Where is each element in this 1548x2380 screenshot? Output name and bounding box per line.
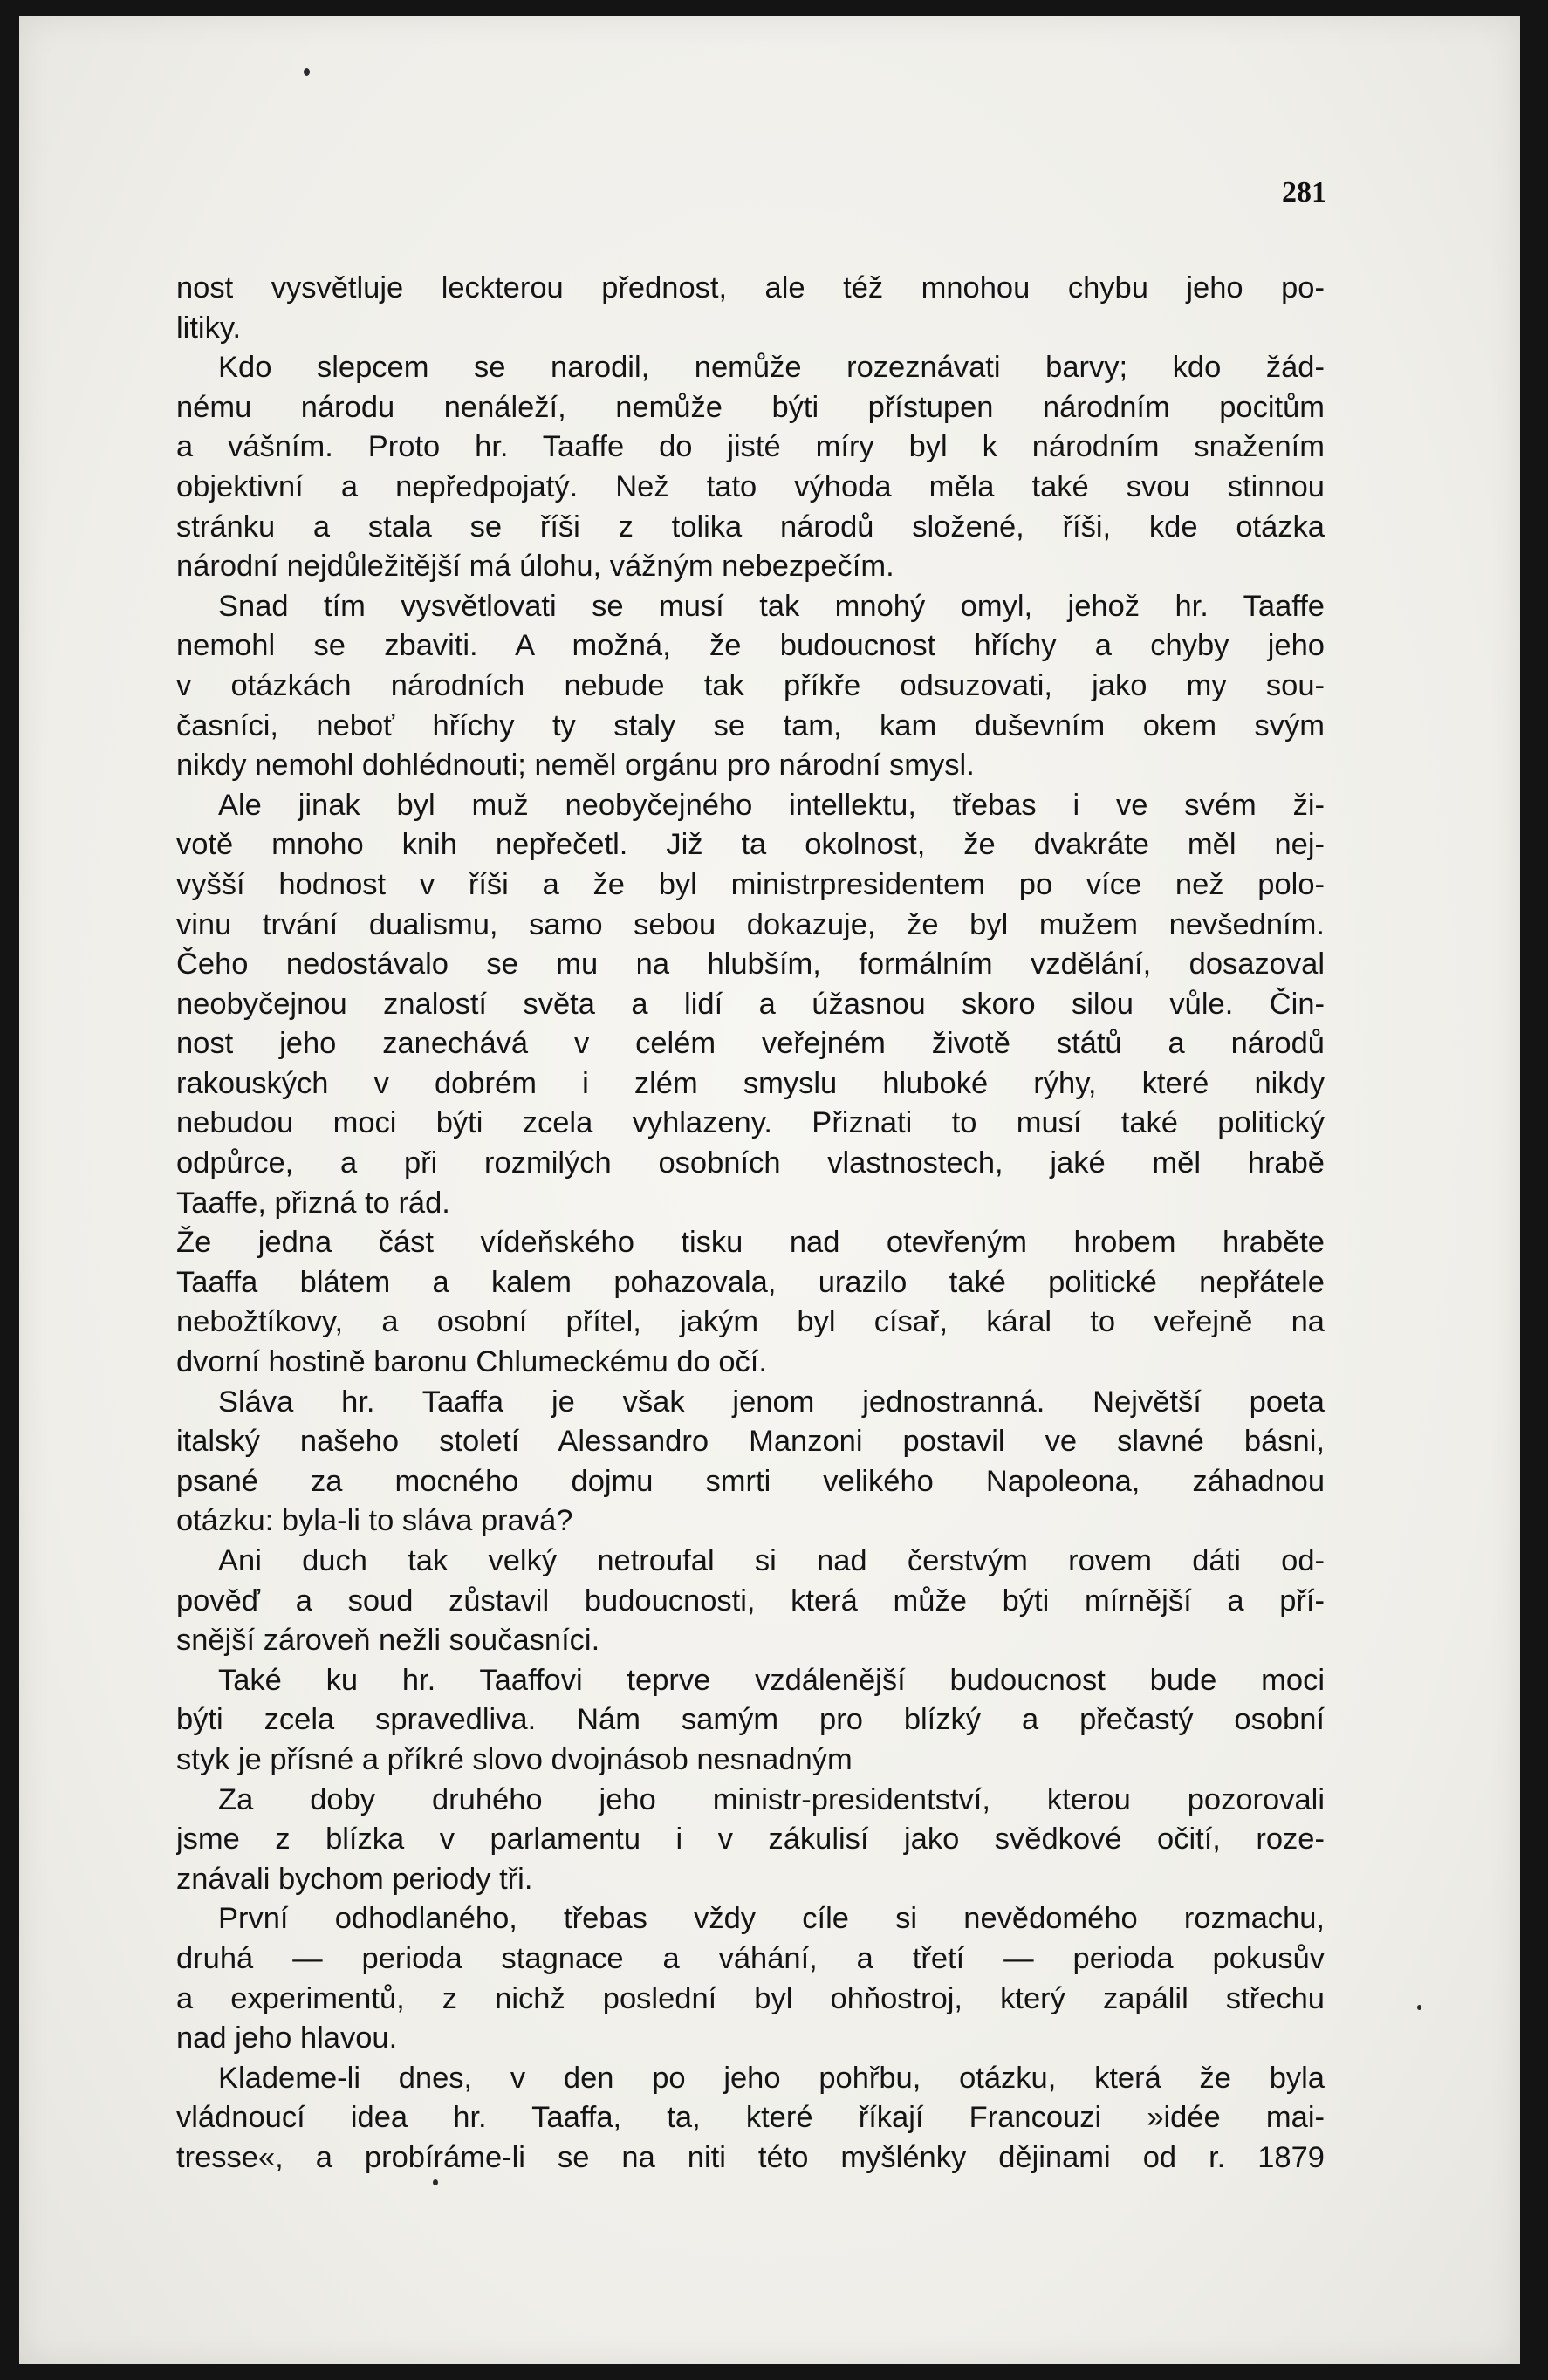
text-line: snější zároveň nežli současníci. xyxy=(176,1624,600,1658)
book-page xyxy=(19,16,1520,2364)
text-line: nebudou moci býti zcela vyhlazeny. Přiznati to musí také politický xyxy=(176,1106,1325,1140)
text-line: Sláva hr. Taaffa je však jenom jednostranná. Největší poeta xyxy=(218,1385,1325,1419)
text-line: Taaffe, přizná to rád. xyxy=(176,1186,450,1220)
text-line: nad jeho hlavou. xyxy=(176,2021,398,2055)
text-line: Klademe-li dnes, v den po jeho pohřbu, otázku, která že byla xyxy=(218,2061,1325,2095)
text-line: rakouských v dobrém i zlém smyslu hluboké rýhy, které nikdy xyxy=(176,1066,1325,1100)
text-line: Čeho nedostávalo se mu na hlubším, formálním vzdělání, dosazoval xyxy=(176,947,1325,981)
page-number: 281 xyxy=(1282,176,1326,209)
text-line: Že jedna část vídeňského tisku nad otevřeným hrobem hraběte xyxy=(176,1226,1325,1260)
text-line: votě mnoho knih nepřečetl. Již ta okolnost, že dvakráte měl nej- xyxy=(176,828,1325,862)
text-line: odpůrce, a při rozmilých osobních vlastnostech, jaké měl hrabě xyxy=(176,1146,1325,1180)
text-line: Ani duch tak velký netroufal si nad čerstvým rovem dáti od- xyxy=(218,1544,1325,1577)
text-line: Taaffa blátem a kalem pohazovala, urazilo také politické nepřátele xyxy=(176,1265,1325,1299)
text-line: a experimentů, z nichž poslední byl ohňostroj, který zapálil střechu xyxy=(176,1981,1325,2015)
text-line: a vášním. Proto hr. Taaffe do jisté míry byl k národním snažením xyxy=(176,430,1325,464)
text-line: stránku a stala se říši z tolika národů složené, říši, kde otázka xyxy=(176,510,1325,544)
text-line: Také ku hr. Taaffovi teprve vzdálenější budoucnost bude moci xyxy=(218,1663,1325,1697)
text-line: pověď a soud zůstavil budoucnosti, která může býti mírnější a pří- xyxy=(176,1583,1325,1617)
text-line: italský našeho století Alessandro Manzoni postavil ve slavné básni, xyxy=(176,1425,1325,1459)
text-line: nost vysvětluje leckterou přednost, ale též mnohou chybu jeho po- xyxy=(176,271,1325,304)
text-line: národní nejdůležitější má úlohu, vážným nebezpečím. xyxy=(176,550,894,584)
text-line: dvorní hostině baronu Chlumeckému do očí. xyxy=(176,1345,767,1379)
text-line: druhá — perioda stagnace a váhání, a třetí — perioda pokusův xyxy=(176,1941,1325,1975)
text-line: styk je přísné a příkré slovo dvojnásob nesnadným xyxy=(176,1742,853,1776)
text-line: v otázkách národních nebude tak příkře odsuzovati, jako my sou- xyxy=(176,668,1325,702)
text-line: litiky. xyxy=(176,311,242,345)
body-text xyxy=(176,269,1325,2178)
text-line: Ale jinak byl muž neobyčejného intellektu, třebas i ve svém ži- xyxy=(218,788,1325,822)
text-line: nemohl se zbaviti. A možná, že budoucnost hříchy a chyby jeho xyxy=(176,629,1325,663)
text-line: otázku: byla-li to sláva pravá? xyxy=(176,1504,573,1538)
ink-speck xyxy=(433,2179,438,2185)
text-line: První odhodlaného, třebas vždy cíle si nevědomého rozmachu, xyxy=(218,1902,1325,1936)
text-line: psané za mocného dojmu smrti velikého Napoleona, záhadnou xyxy=(176,1464,1325,1498)
text-line: časníci, neboť hříchy ty staly se tam, kam duševním okem svým xyxy=(176,708,1325,742)
text-line: Za doby druhého jeho ministr-presidentství, kterou pozorovali xyxy=(218,1782,1325,1816)
text-line: znávali bychom periody tři. xyxy=(176,1862,533,1896)
text-line: neobyčejnou znalostí světa a lidí a úžasnou skoro silou vůle. Čin- xyxy=(176,987,1325,1021)
text-line: Kdo slepcem se narodil, nemůže rozeznávati barvy; kdo žád- xyxy=(218,351,1325,385)
text-line: Snad tím vysvětlovati se musí tak mnohý omyl, jehož hr. Taaffe xyxy=(218,589,1325,623)
text-line: vyšší hodnost v říši a že byl ministrpresidentem po více než polo- xyxy=(176,867,1325,901)
ink-speck xyxy=(304,68,310,76)
text-line: nebožtíkovy, a osobní přítel, jakým byl císař, káral to veřejně na xyxy=(176,1305,1325,1339)
text-line: jsme z blízka v parlamentu i v zákulisí jako svědkové očití, roze- xyxy=(176,1823,1325,1857)
text-line: nikdy nemohl dohlédnouti; neměl orgánu pro národní smysl. xyxy=(176,749,975,783)
text-line: tresse«, a probíráme-li se na niti této myšlénky dějinami od r. 1879 xyxy=(176,2140,1325,2174)
ink-speck xyxy=(1417,2005,1421,2010)
text-line: vládnoucí idea hr. Taaffa, ta, které říkají Francouzi »idée mai- xyxy=(176,2101,1325,2135)
text-line: býti zcela spravedliva. Nám samým pro blízký a přečastý osobní xyxy=(176,1703,1325,1737)
text-line: nému národu nenáleží, nemůže býti přístupen národním pocitům xyxy=(176,390,1325,424)
text-line: objektivní a nepředpojatý. Než tato výhoda měla také svou stinnou xyxy=(176,469,1325,503)
text-line: nost jeho zanechává v celém veřejném životě států a národů xyxy=(176,1027,1325,1061)
text-line: vinu trvání dualismu, samo sebou dokazuje, že byl mužem nevšedním. xyxy=(176,907,1325,941)
